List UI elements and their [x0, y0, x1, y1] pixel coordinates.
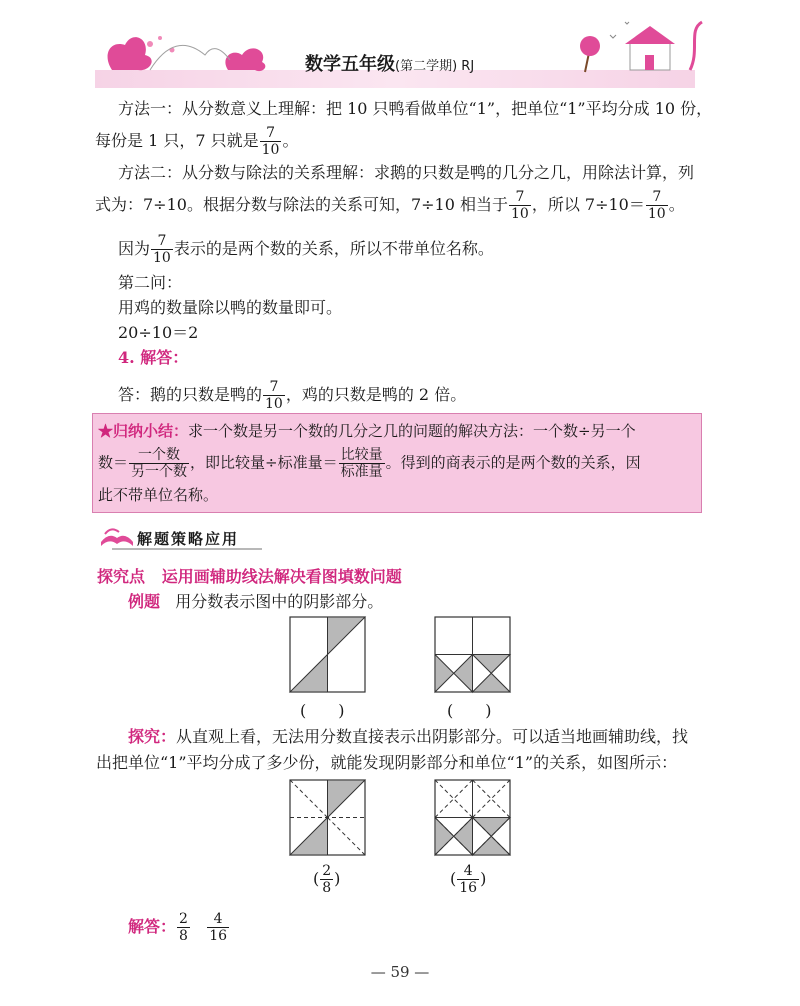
method1-line2: 每份是 1 只，7 只就是 $\frac{7}{10}$ 。 — [95, 125, 299, 158]
summary-line1: ★归纳小结：求一个数是另一个数的几分之几的问题的解决方法：一个数÷另一个 — [98, 422, 636, 440]
section-banner: 解题策略应用 — [137, 530, 240, 548]
square-figure-right — [435, 617, 510, 692]
answer4-label: 4. 解答： — [118, 348, 189, 367]
fraction: $\frac{7}{10}$ — [510, 189, 529, 222]
q2-calc: 20÷10＝2 — [118, 323, 199, 342]
aux-answer-right: ( $\frac{4}{16}$ ) — [450, 863, 487, 896]
fraction: $\frac{2}{8}$ — [322, 863, 332, 896]
method2-line1: 方法二：从分数与除法的关系理解：求鹅的只数是鸭的几分之几，用除法计算，列 — [118, 163, 695, 182]
page-number: — 59 — — [370, 963, 430, 981]
summary-line2: 数＝ $\frac{\text{一个数}}{\text{另一个数}}$ ，即比较量÷标准量＝ $\frac{\text{比较量}}{\text{标准量}}$ 。得到的商表示的是两个数的关系，因 — [98, 447, 641, 480]
method1-line1: 方法一：从分数意义上理解：把 10 只鸭看做单位“1”，把单位“1”平均分成 10 份， — [118, 99, 713, 118]
blank-right: ( ) — [447, 701, 492, 720]
summary-label: ★归纳小结： — [98, 422, 189, 440]
final-answer: 解答： $\frac{2}{8}$ $\frac{4}{16}$ — [128, 911, 228, 944]
tree-icon — [580, 36, 600, 72]
explore-line1: 探究：从直观上看，无法用分数直接表示出阴影部分。可以适当地画辅助线，找 — [128, 727, 689, 746]
figures-row-2 — [285, 775, 525, 859]
figures-row-1 — [285, 612, 525, 696]
aux-answer-left: ( $\frac{2}{8}$ ) — [313, 863, 341, 896]
square-figure-left — [290, 617, 365, 692]
fraction: $\frac{4}{16}$ — [209, 911, 228, 944]
answer4-line: 答：鹅的只数是鸭的 $\frac{7}{10}$ ，鸡的只数是鸭的 2 倍。 — [118, 379, 467, 412]
summary-line3: 此不带单位名称。 — [98, 486, 219, 504]
fraction: $\frac{2}{8}$ — [179, 911, 188, 944]
fraction: $\frac{\text{一个数}}{\text{另一个数}}$ — [131, 447, 188, 480]
fraction: $\frac{7}{10}$ — [261, 125, 280, 158]
fraction: $\frac{7}{10}$ — [647, 189, 666, 222]
method2-line2: 式为：7÷10。根据分数与除法的关系可知，7÷10 相当于 $\frac{7}{10}$ ，所以 7÷10＝ $\frac{7}{10}$ 。 — [95, 189, 685, 222]
topic-line: 探究点 运用画辅助线法解决看图填数问题 — [97, 567, 402, 586]
example-line: 例题 用分数表示图中的阴影部分。 — [128, 592, 384, 611]
header-decoration — [0, 0, 800, 92]
banner-underline — [112, 548, 262, 550]
because-line: 因为 $\frac{7}{10}$ 表示的是两个数的关系，所以不带单位名称。 — [118, 233, 494, 266]
book-icon — [97, 522, 137, 550]
flower-icon — [108, 37, 266, 71]
q2-label: 第二问： — [118, 273, 183, 292]
explore-line2: 出把单位“1”平均分成了多少份，就能发现阴影部分和单位“1”的关系，如图所示： — [96, 753, 678, 772]
header-title: 数学五年级(第二学期) RJ — [305, 54, 475, 75]
fraction: $\frac{7}{10}$ — [153, 233, 171, 266]
fraction: $\frac{4}{16}$ — [459, 863, 478, 896]
square-figure-right-aux — [435, 780, 510, 855]
blank-left: ( ) — [300, 701, 345, 720]
q2-text: 用鸡的数量除以鸭的数量即可。 — [118, 298, 343, 317]
fraction: $\frac{\text{比较量}}{\text{标准量}}$ — [340, 447, 383, 480]
house-icon — [625, 26, 675, 70]
fraction: $\frac{7}{10}$ — [265, 379, 283, 412]
square-figure-left-aux — [290, 780, 365, 855]
